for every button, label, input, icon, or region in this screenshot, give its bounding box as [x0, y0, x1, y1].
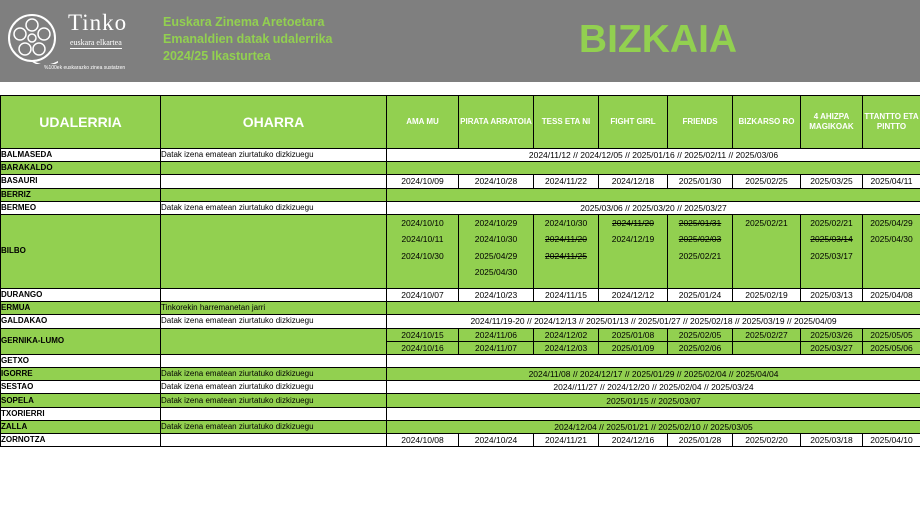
date-item: 2025/02/21 — [678, 250, 722, 261]
table-row — [1, 368, 920, 381]
date-list-cell — [599, 214, 668, 288]
document-title — [163, 14, 333, 65]
date-range-cell: 2024/11/08 // 2024/12/17 // 2025/01/29 // 2025/02/04 // 2025/04/04 — [387, 368, 920, 381]
table-row — [1, 188, 920, 201]
town-cell: BASAURI — [1, 175, 161, 188]
date-cell: 2024/12/12 — [599, 288, 668, 301]
date-cell: 2024/10/15 — [387, 328, 459, 341]
town-cell: SESTAO — [1, 381, 161, 394]
date-range-cell: 2024/11/19-20 // 2024/12/13 // 2025/01/13 // 2025/01/27 // 2025/02/18 // 2025/03/19 // 2025/04/09 — [387, 315, 920, 328]
date-cell: 2025/02/19 — [733, 288, 801, 301]
cancelled-date: 2024/11/25 — [545, 250, 587, 261]
note-cell — [161, 175, 387, 188]
cancelled-date: 2025/02/03 — [678, 234, 722, 245]
date-item: 2025/04/30 — [870, 234, 913, 245]
note-cell — [161, 354, 387, 367]
date-cell: 2025/03/18 — [801, 434, 863, 447]
date-cell: 2025/01/09 — [599, 341, 668, 354]
date-cell: 2025/01/08 — [599, 328, 668, 341]
empty-dates-cell — [387, 188, 920, 201]
table-row — [1, 315, 920, 328]
note-cell — [161, 407, 387, 420]
date-cell: 2024/11/22 — [534, 175, 599, 188]
date-cell: 2025/01/28 — [668, 434, 733, 447]
date-cell: 2025/05/06 — [863, 341, 920, 354]
date-cell: 2025/02/25 — [733, 175, 801, 188]
table-row — [1, 381, 920, 394]
date-cell: 2024/10/07 — [387, 288, 459, 301]
date-cell: 2024/12/03 — [534, 341, 599, 354]
town-cell: GERNIKA-LUMO — [1, 328, 161, 354]
date-cell: 2024/10/23 — [459, 288, 534, 301]
note-cell: Datak izena ematean ziurtatuko dizkizuegu — [161, 315, 387, 328]
date-cell: 2025/03/13 — [801, 288, 863, 301]
note-cell: Datak izena ematean ziurtatuko dizkizuegu — [161, 149, 387, 162]
date-cell: 2024/12/02 — [534, 328, 599, 341]
region-title: BIZKAIA — [578, 18, 738, 61]
column-header: FIGHT GIRL — [599, 96, 668, 149]
date-item: 2024/10/29 — [474, 217, 518, 228]
town-cell: SOPELA — [1, 394, 161, 407]
note-cell — [161, 288, 387, 301]
date-list-cell — [387, 214, 459, 288]
note-cell — [161, 188, 387, 201]
empty-dates-cell — [387, 302, 920, 315]
date-cell: 2024/10/16 — [387, 341, 459, 354]
date-item: 2025/03/17 — [810, 250, 853, 261]
note-cell: Datak izena ematean ziurtatuko dizkizuegu — [161, 368, 387, 381]
column-header: BIZKARSO RO — [733, 96, 801, 149]
town-cell: IGORRE — [1, 368, 161, 381]
column-header: TESS ETA NI — [534, 96, 599, 149]
header-banner — [0, 0, 920, 82]
town-cell: GETXO — [1, 354, 161, 367]
title-line: Emanaldien datak udalerrika — [163, 32, 333, 46]
note-cell — [161, 434, 387, 447]
brand-subtitle: euskara elkartea — [70, 38, 122, 47]
town-cell: TXORIERRI — [1, 407, 161, 420]
town-cell: BILBO — [1, 214, 161, 288]
cancelled-date: 2025/03/14 — [810, 234, 853, 245]
town-cell: GALDAKAO — [1, 315, 161, 328]
town-cell: BALMASEDA — [1, 149, 161, 162]
note-cell — [161, 214, 387, 288]
tinko-logo — [4, 8, 160, 74]
date-cell — [733, 341, 801, 354]
date-item: 2024/10/30 — [474, 234, 518, 245]
cancelled-date: 2025/01/31 — [678, 217, 722, 228]
empty-dates-cell — [387, 354, 920, 367]
table-row — [1, 328, 920, 341]
header-row — [1, 96, 920, 149]
date-cell: 2024/10/09 — [387, 175, 459, 188]
date-cell: 2024/10/24 — [459, 434, 534, 447]
date-cell: 2025/04/11 — [863, 175, 920, 188]
table-row — [1, 162, 920, 175]
date-cell: 2024/10/28 — [459, 175, 534, 188]
town-cell: DURANGO — [1, 288, 161, 301]
column-header: PIRATA ARRATOIA — [459, 96, 534, 149]
date-item: 2024/10/30 — [544, 217, 588, 228]
date-cell: 2025/01/24 — [668, 288, 733, 301]
town-cell: BARAKALDO — [1, 162, 161, 175]
date-item: 2024/10/10 — [401, 217, 444, 228]
date-cell: 2024/11/06 — [459, 328, 534, 341]
table-row — [1, 175, 920, 188]
date-cell: 2025/02/05 — [668, 328, 733, 341]
date-range-cell: 2024/12/04 // 2025/01/21 // 2025/02/10 // 2025/03/05 — [387, 420, 920, 433]
table-row — [1, 394, 920, 407]
date-item: 2025/02/21 — [810, 217, 853, 228]
date-item: 2025/02/21 — [745, 217, 788, 228]
date-range-cell: 2025/03/06 // 2025/03/20 // 2025/03/27 — [387, 201, 920, 214]
date-list-cell — [459, 214, 534, 288]
date-cell: 2025/03/26 — [801, 328, 863, 341]
date-list-cell — [801, 214, 863, 288]
date-range-cell: 2024/11/12 // 2024/12/05 // 2025/01/16 // 2025/02/11 // 2025/03/06 — [387, 149, 920, 162]
note-cell: Datak izena ematean ziurtatuko dizkizuegu — [161, 381, 387, 394]
empty-dates-cell — [387, 407, 920, 420]
date-item: 2025/04/29 — [474, 250, 518, 261]
date-item: 2024/10/30 — [401, 250, 444, 261]
date-cell: 2025/04/10 — [863, 434, 920, 447]
cancelled-date: 2024/11/20 — [545, 234, 587, 245]
date-list-cell — [733, 214, 801, 288]
date-list-cell — [534, 214, 599, 288]
date-cell: 2025/02/27 — [733, 328, 801, 341]
table-row — [1, 288, 920, 301]
date-cell: 2024/11/07 — [459, 341, 534, 354]
film-reel-icon — [6, 12, 58, 64]
empty-dates-cell — [387, 162, 920, 175]
note-cell — [161, 328, 387, 354]
date-cell: 2025/02/20 — [733, 434, 801, 447]
date-cell: 2024/12/16 — [599, 434, 668, 447]
brand-tagline: %100ek euskarazko zinea sustatzen — [44, 65, 126, 71]
date-cell: 2025/01/30 — [668, 175, 733, 188]
table-row — [1, 302, 920, 315]
table-row — [1, 407, 920, 420]
date-range-cell: 2024//11/27 // 2024/12/20 // 2025/02/04 // 2025/03/24 — [387, 381, 920, 394]
town-cell: ERMUA — [1, 302, 161, 315]
column-header: FRIENDS — [668, 96, 733, 149]
date-cell: 2025/03/27 — [801, 341, 863, 354]
date-list-cell — [668, 214, 733, 288]
column-header: UDALERRIA — [1, 96, 161, 149]
brand-name: Tinko — [68, 10, 128, 35]
town-cell: ZALLA — [1, 420, 161, 433]
screening-schedule-table — [0, 95, 920, 447]
title-line: Euskara Zinema Aretoetara — [163, 15, 325, 29]
date-cell: 2025/03/25 — [801, 175, 863, 188]
column-header: AMA MU — [387, 96, 459, 149]
date-range-cell: 2025/01/15 // 2025/03/07 — [387, 394, 920, 407]
date-item: 2025/04/29 — [870, 217, 913, 228]
note-cell: Datak izena ematean ziurtatuko dizkizuegu — [161, 420, 387, 433]
date-cell: 2024/10/08 — [387, 434, 459, 447]
note-cell: Datak izena ematean ziurtatuko dizkizuegu — [161, 394, 387, 407]
title-line: 2024/25 Ikasturtea — [163, 49, 271, 63]
note-cell: Datak izena ematean ziurtatuko dizkizuegu — [161, 201, 387, 214]
column-header: 4 AHIZPA MAGIKOAK — [801, 96, 863, 149]
date-cell: 2024/11/15 — [534, 288, 599, 301]
town-cell: BERRIZ — [1, 188, 161, 201]
note-cell: Tinkorekin harremanetan jarri — [161, 302, 387, 315]
date-cell: 2024/12/18 — [599, 175, 668, 188]
date-cell: 2025/05/05 — [863, 328, 920, 341]
table-row — [1, 420, 920, 433]
date-item: 2024/10/11 — [401, 234, 444, 245]
table-row — [1, 354, 920, 367]
table-row — [1, 434, 920, 447]
date-cell: 2025/02/06 — [668, 341, 733, 354]
date-cell: 2024/11/21 — [534, 434, 599, 447]
table-row — [1, 149, 920, 162]
cancelled-date: 2024/11/20 — [612, 217, 654, 228]
date-item: 2025/04/30 — [474, 267, 518, 278]
table-row — [1, 201, 920, 214]
column-header: OHARRA — [161, 96, 387, 149]
date-cell: 2025/04/08 — [863, 288, 920, 301]
column-header: TTANTTO ETA PINTTO — [863, 96, 920, 149]
town-cell: BERMEO — [1, 201, 161, 214]
town-cell: ZORNOTZA — [1, 434, 161, 447]
date-list-cell — [863, 214, 920, 288]
table-row — [1, 214, 920, 288]
date-item: 2024/12/19 — [611, 234, 655, 245]
note-cell — [161, 162, 387, 175]
